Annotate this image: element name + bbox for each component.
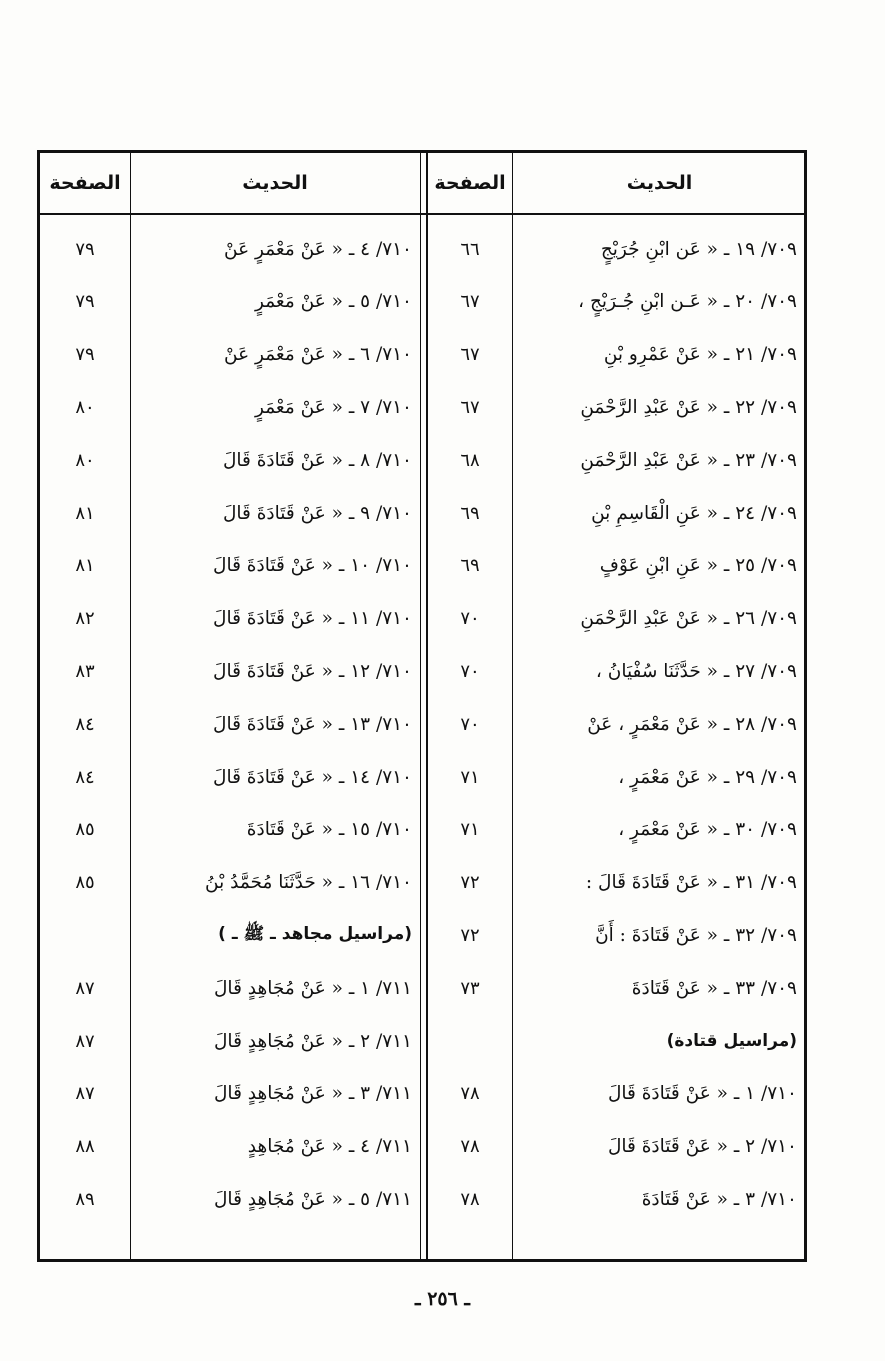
hadith-entry: ٧٠٩/ ٢٤ ـ « عَنِ الْقَاسِمِ بْنِ [591,502,797,524]
index-table [37,150,807,1262]
page-number-cell: ٦٩ [460,555,480,577]
hadith-entry: ٧٠٩/ ٢٨ ـ « عَنْ مَعْمَرٍ ، عَنْ [587,713,797,735]
hadith-entry: ٧١١/ ٣ ـ « عَنْ مُجَاهِدٍ قَالَ [213,1083,412,1105]
page-number-cell: ٦٧ [460,344,480,366]
hadith-entry: ٧١٠/ ١٦ ـ « حَدَّثَنَا مُحَمَّدُ بْنُ [205,872,412,894]
hadith-entry: ٧١١/ ٥ ـ « عَنْ مُجَاهِدٍ قَالَ [213,1188,412,1210]
page-number-cell: ٨١ [75,555,95,577]
page-number-cell: ٧٩ [75,291,95,313]
page-number-cell: ٧٩ [75,238,95,260]
page-number-cell: ٧٨ [460,1188,480,1210]
page-number-cell: ٧٨ [460,1136,480,1158]
hadith-entry: ٧١٠/ ٧ ـ « عَنْ مَعْمَرٍ [255,396,412,418]
page-number-cell: ٨٤ [75,766,95,788]
page-number-cell: ٨٥ [75,872,95,894]
page-number-cell: ٧٩ [75,344,95,366]
header-left-page: الصفحة [49,172,121,194]
header-right-page: الصفحة [434,172,506,194]
page-number-cell [428,1015,512,1067]
page-number-cell: ٦٨ [460,449,480,471]
hadith-entry: ٧٠٩/ ٢٠ ـ « عَـن ابْنِ جُـرَيْجٍ ، [578,291,797,313]
page-number-cell: ٨٨ [75,1136,95,1158]
page-number: ـ ٢٥٦ ـ [415,1288,470,1310]
hadith-entry: ٧١٠/ ٩ ـ « عَنْ قَتَادَةَ قَالَ [222,502,412,524]
hadith-entry: ٧١٠/ ١ ـ « عَنْ قَتَادَةَ قَالَ [607,1083,797,1105]
hadith-entry: ٧١٠/ ١٥ ـ « عَنْ قَتَادَةَ [246,819,412,841]
hadith-entry: ٧٠٩/ ٢٣ ـ « عَنْ عَبْدِ الرَّحْمَنِ [580,449,797,471]
page-number-cell: ٧٠ [460,713,480,735]
page-number-cell: ٦٦ [460,238,480,260]
header-divider [40,213,804,215]
page-number-cell: ٧٠ [460,660,480,682]
page-number-cell: ٨٩ [75,1188,95,1210]
page-number-cell: ٧٢ [460,872,480,894]
header-right-hadith: الحديث [626,172,693,194]
page-number-cell: ٨٠ [75,396,95,418]
hadith-entry: ٧٠٩/ ٣٣ ـ « عَنْ قَتَادَةَ [631,977,797,999]
page-number-cell: ٦٧ [460,291,480,313]
page-number-cell: ٨٣ [75,660,95,682]
hadith-entry: ٧١٠/ ٤ ـ « عَنْ مَعْمَرٍ عَنْ [224,238,412,260]
hadith-entry: ٧١٠/ ١٢ ـ « عَنْ قَتَادَةَ قَالَ [213,660,412,682]
page-number-cell: ٧٨ [460,1083,480,1105]
page-number-cell: ٦٩ [460,502,480,524]
hadith-entry: ٧١٠/ ٦ ـ « عَنْ مَعْمَرٍ عَنْ [224,344,412,366]
hadith-entry: ٧٠٩/ ٣٠ ـ « عَنْ مَعْمَرٍ ، [618,819,797,841]
hadith-entry: ٧٠٩/ ٢٩ ـ « عَنْ مَعْمَرٍ ، [618,766,797,788]
page-number-cell [40,909,130,961]
hadith-entry: ٧١٠/ ٢ ـ « عَنْ قَتَادَةَ قَالَ [607,1136,797,1158]
page-number-cell: ٧٢ [460,924,480,946]
page-number-cell: ٦٧ [460,396,480,418]
page-number-cell: ٧١ [460,766,480,788]
hadith-entry: ٧١٠/ ١١ ـ « عَنْ قَتَادَةَ قَالَ [213,608,412,630]
page-number-cell: ٧٠ [460,608,480,630]
hadith-entry: ٧٠٩/ ٢٢ ـ « عَنْ عَبْدِ الرَّحْمَنِ [580,396,797,418]
page-number-cell: ٨٢ [75,608,95,630]
page-number-cell: ٨٧ [75,1083,95,1105]
hadith-entry: ٧٠٩/ ٢٥ ـ « عَنِ ابْنِ عَوْفٍ [599,555,797,577]
page-number-cell: ٨١ [75,502,95,524]
hadith-entry: ٧١٠/ ٨ ـ « عَنْ قَتَادَةَ قَالَ [222,449,412,471]
hadith-entry: ٧١٠/ ٣ ـ « عَنْ قَتَادَةَ [641,1188,797,1210]
hadith-entry: ٧١٠/ ١٠ ـ « عَنْ قَتَادَةَ قَالَ [213,555,412,577]
hadith-entry: ٧٠٩/ ٢٧ ـ « حَدَّثَنَا سُفْيَانُ ، [595,660,797,682]
page-number-cell: ٨٧ [75,1030,95,1052]
hadith-entry: ٧٠٩/ ١٩ ـ « عَن ابْنِ جُرَيْجٍ [600,238,797,260]
header-left-hadith: الحديث [242,172,308,194]
hadith-entry: ٧١١/ ١ ـ « عَنْ مُجَاهِدٍ قَالَ [213,977,412,999]
hadith-entry: ٧١١/ ٤ ـ « عَنْ مُجَاهِدٍ [247,1136,412,1158]
hadith-entry: ٧١٠/ ١٤ ـ « عَنْ قَتَادَةَ قَالَ [213,766,412,788]
hadith-entry: ٧٠٩/ ٣٢ ـ « عَنْ قَتَادَةَ : أَنَّ [595,924,797,946]
hadith-entry: ٧٠٩/ ٢٦ ـ « عَنْ عَبْدِ الرَّحْمَنِ [580,608,797,630]
hadith-entry: ٧١٠/ ١٣ ـ « عَنْ قَتَادَةَ قَالَ [213,713,412,735]
page-number-cell: ٨٠ [75,449,95,471]
page-number-cell: ٧١ [460,819,480,841]
divider-inner-left [420,153,421,1259]
page-number-cell: ٧٣ [460,977,480,999]
page-number-cell: ٨٥ [75,819,95,841]
section-heading: (مراسيل قتادة) [666,1031,797,1051]
page-number-cell: ٨٧ [75,977,95,999]
page-number-cell: ٨٤ [75,713,95,735]
hadith-entry: ٧١١/ ٢ ـ « عَنْ مُجَاهِدٍ قَالَ [213,1030,412,1052]
hadith-entry: ٧٠٩/ ٣١ ـ « عَنْ قَتَادَةَ قَالَ : [585,872,797,894]
hadith-entry: ٧٠٩/ ٢١ ـ « عَنْ عَمْرِو بْنِ [603,344,797,366]
hadith-entry: ٧١٠/ ٥ ـ « عَنْ مَعْمَرٍ [255,291,412,313]
section-heading: (مراسيل مجاهد ـ ﷺ ـ ) [218,923,412,944]
